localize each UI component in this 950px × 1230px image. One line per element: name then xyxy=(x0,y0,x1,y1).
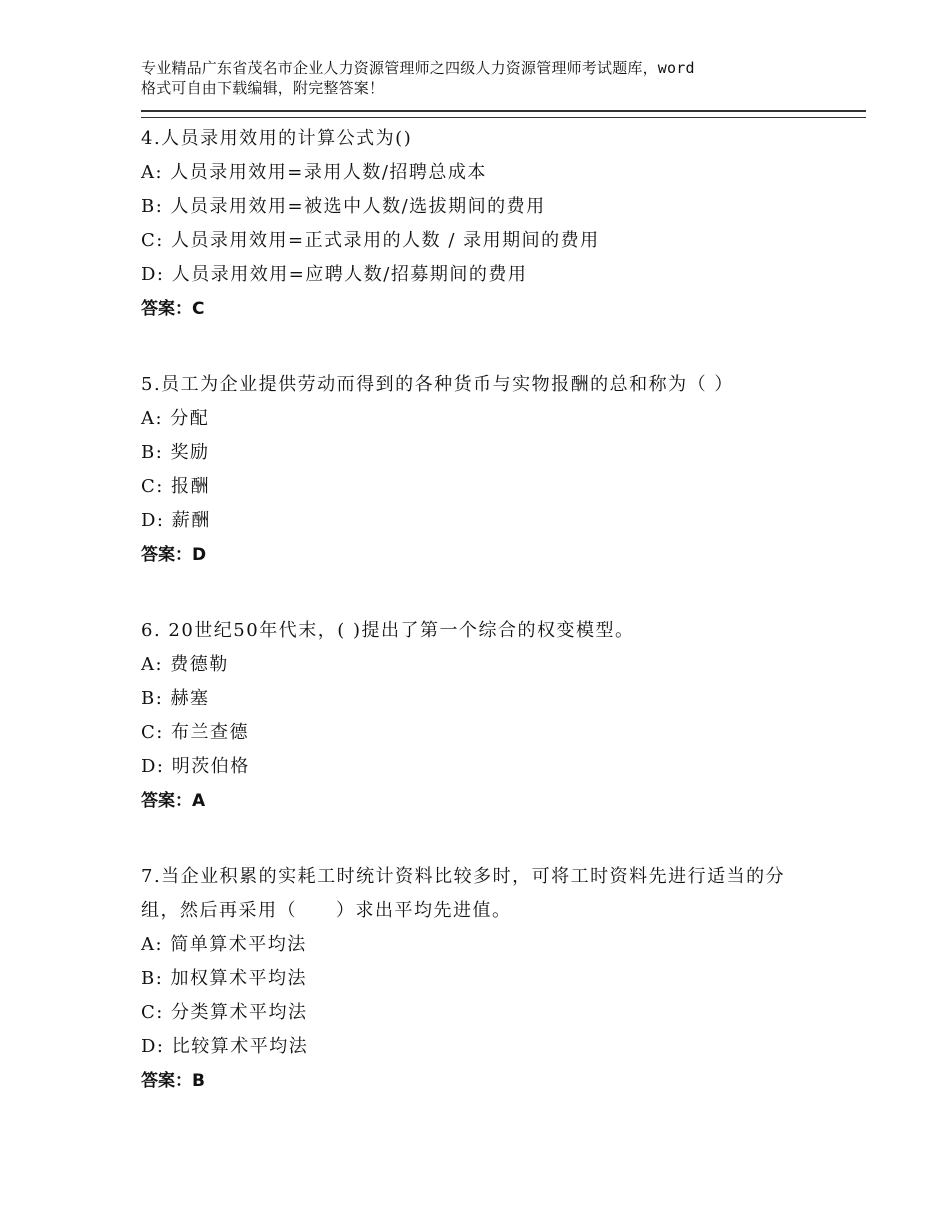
option-c: C: 报酬 xyxy=(141,476,211,497)
option-c: C: 人员录用效用=正式录用的人数 / 录用期间的费用 xyxy=(141,230,600,251)
option-a: A: 费德勒 xyxy=(141,654,229,675)
answer-label: 答案：C xyxy=(141,299,205,319)
option-a: A: 人员录用效用=录用人数/招聘总成本 xyxy=(141,162,487,183)
option-b: B: 奖励 xyxy=(141,442,210,463)
option-d: D: 比较算术平均法 xyxy=(141,1036,309,1057)
question-stem: 6. 20世纪50年代末，( )提出了第一个综合的权变模型。 xyxy=(141,620,635,641)
question-6 xyxy=(141,614,866,818)
answer-label: 答案：B xyxy=(141,1071,205,1091)
option-d: D: 人员录用效用=应聘人数/招募期间的费用 xyxy=(141,264,528,285)
option-b: B: 人员录用效用=被选中人数/选拔期间的费用 xyxy=(141,196,546,217)
question-stem: 5.员工为企业提供劳动而得到的各种货币与实物报酬的总和称为（ ） xyxy=(141,374,734,395)
option-d: D: 薪酬 xyxy=(141,510,211,531)
answer-label: 答案：A xyxy=(141,791,206,811)
question-stem: 4.人员录用效用的计算公式为() xyxy=(141,128,413,149)
option-d: D: 明茨伯格 xyxy=(141,756,250,777)
question-stem: 7.当企业积累的实耗工时统计资料比较多时，可将工时资料先进行适当的分组，然后再采用（ ）求出平均先进值。 xyxy=(141,866,786,921)
header-divider xyxy=(141,110,866,118)
option-a: A: 分配 xyxy=(141,408,210,429)
document-header xyxy=(141,58,866,98)
answer-label: 答案：D xyxy=(141,545,207,565)
option-b: B: 赫塞 xyxy=(141,688,210,709)
option-b: B: 加权算术平均法 xyxy=(141,968,308,989)
header-line-2: 格式可自由下载编辑，附完整答案！ xyxy=(141,79,385,97)
option-a: A: 简单算术平均法 xyxy=(141,934,307,955)
question-7 xyxy=(141,860,866,1098)
option-c: C: 布兰查德 xyxy=(141,722,250,743)
question-5 xyxy=(141,368,866,572)
option-c: C: 分类算术平均法 xyxy=(141,1002,308,1023)
question-4 xyxy=(141,122,866,326)
document-page xyxy=(141,58,866,1098)
header-line-1: 专业精品广东省茂名市企业人力资源管理师之四级人力资源管理师考试题库，word xyxy=(141,59,695,77)
